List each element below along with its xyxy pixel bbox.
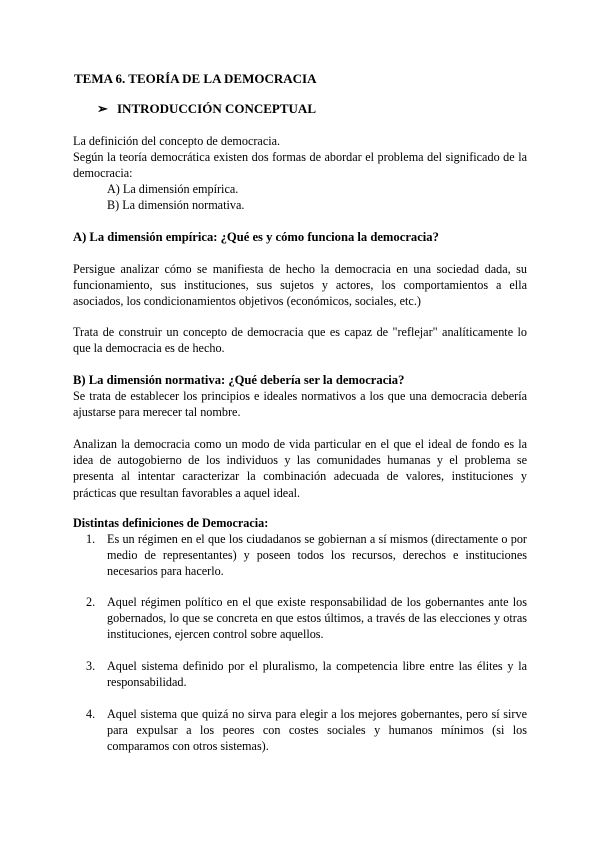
section-b-paragraph-1: Se trata de establecer los principios e ideales normativos a los que una democracia debería ajustarse para merecer tal nombre. bbox=[73, 389, 527, 420]
list-item-text: Es un régimen en el que los ciudadanos se gobiernan a sí mismos (directamente o por medio de representantes) y poseen todos los recursos, derechos e instituciones necesarios para hacerlo. bbox=[107, 532, 527, 579]
intro-option-a: A) La dimensión empírica. bbox=[107, 182, 239, 196]
list-item bbox=[86, 531, 527, 580]
list-item bbox=[86, 706, 527, 755]
list-item bbox=[86, 594, 527, 643]
intro-heading-text: INTRODUCCIÓN CONCEPTUAL bbox=[117, 101, 316, 116]
list-item-number: 3. bbox=[86, 659, 96, 673]
list-item-number: 2. bbox=[86, 595, 96, 609]
intro-option-b: B) La dimensión normativa. bbox=[107, 198, 245, 212]
list-item-number: 4. bbox=[86, 707, 96, 721]
intro-line-2: Según la teoría democrática existen dos formas de abordar el problema del significado de la democracia: bbox=[73, 150, 527, 181]
section-a-heading: A) La dimensión empírica: ¿Qué es y cómo funciona la democracia? bbox=[73, 230, 439, 244]
intro-heading bbox=[97, 101, 316, 117]
page-title: TEMA 6. TEORÍA DE LA DEMOCRACIA bbox=[74, 71, 317, 86]
list-item-text: Aquel sistema que quizá no sirva para elegir a los mejores gobernantes, pero sí sirve para expulsar a los peores con costes sociales y humanos mínimos (si los comparamos con otros sistemas). bbox=[107, 707, 527, 754]
list-item-text: Aquel régimen político en el que existe responsabilidad de los gobernantes ante los gobernados, lo que se concreta en que estos últimos, a través de las elecciones y otras instituciones, ejercen control sobre aquellos. bbox=[107, 595, 527, 642]
list-item-number: 1. bbox=[86, 532, 96, 546]
intro-line-1: La definición del concepto de democracia. bbox=[73, 134, 281, 148]
list-item bbox=[86, 658, 527, 690]
definitions-heading: Distintas definiciones de Democracia: bbox=[73, 516, 269, 530]
arrow-bullet-icon: ➢ bbox=[97, 101, 108, 116]
section-a-paragraph-1: Persigue analizar cómo se manifiesta de hecho la democracia en una sociedad dada, su funcionamiento, sus instituciones, sus sujetos y actores, los comportamientos a ella asociados, los condicionamientos objetivos (económicos, sociales, etc.) bbox=[73, 262, 527, 309]
section-a-paragraph-2: Trata de construir un concepto de democracia que es capaz de "reflejar" analíticamente lo que la democracia es de hecho. bbox=[73, 325, 527, 356]
section-b-paragraph-2: Analizan la democracia como un modo de vida particular en el que el ideal de fondo es la idea de autogobierno de los individuos y las comunidades humanas y el problema se presenta al intentar caracterizar la combinación adecuada de valores, instituciones y prácticas que resultan favorables a aquel ideal. bbox=[73, 437, 527, 500]
section-b-heading: B) La dimensión normativa: ¿Qué debería ser la democracia? bbox=[73, 373, 405, 387]
list-item-text: Aquel sistema definido por el pluralismo, la competencia libre entre las élites y la responsabilidad. bbox=[107, 659, 527, 690]
